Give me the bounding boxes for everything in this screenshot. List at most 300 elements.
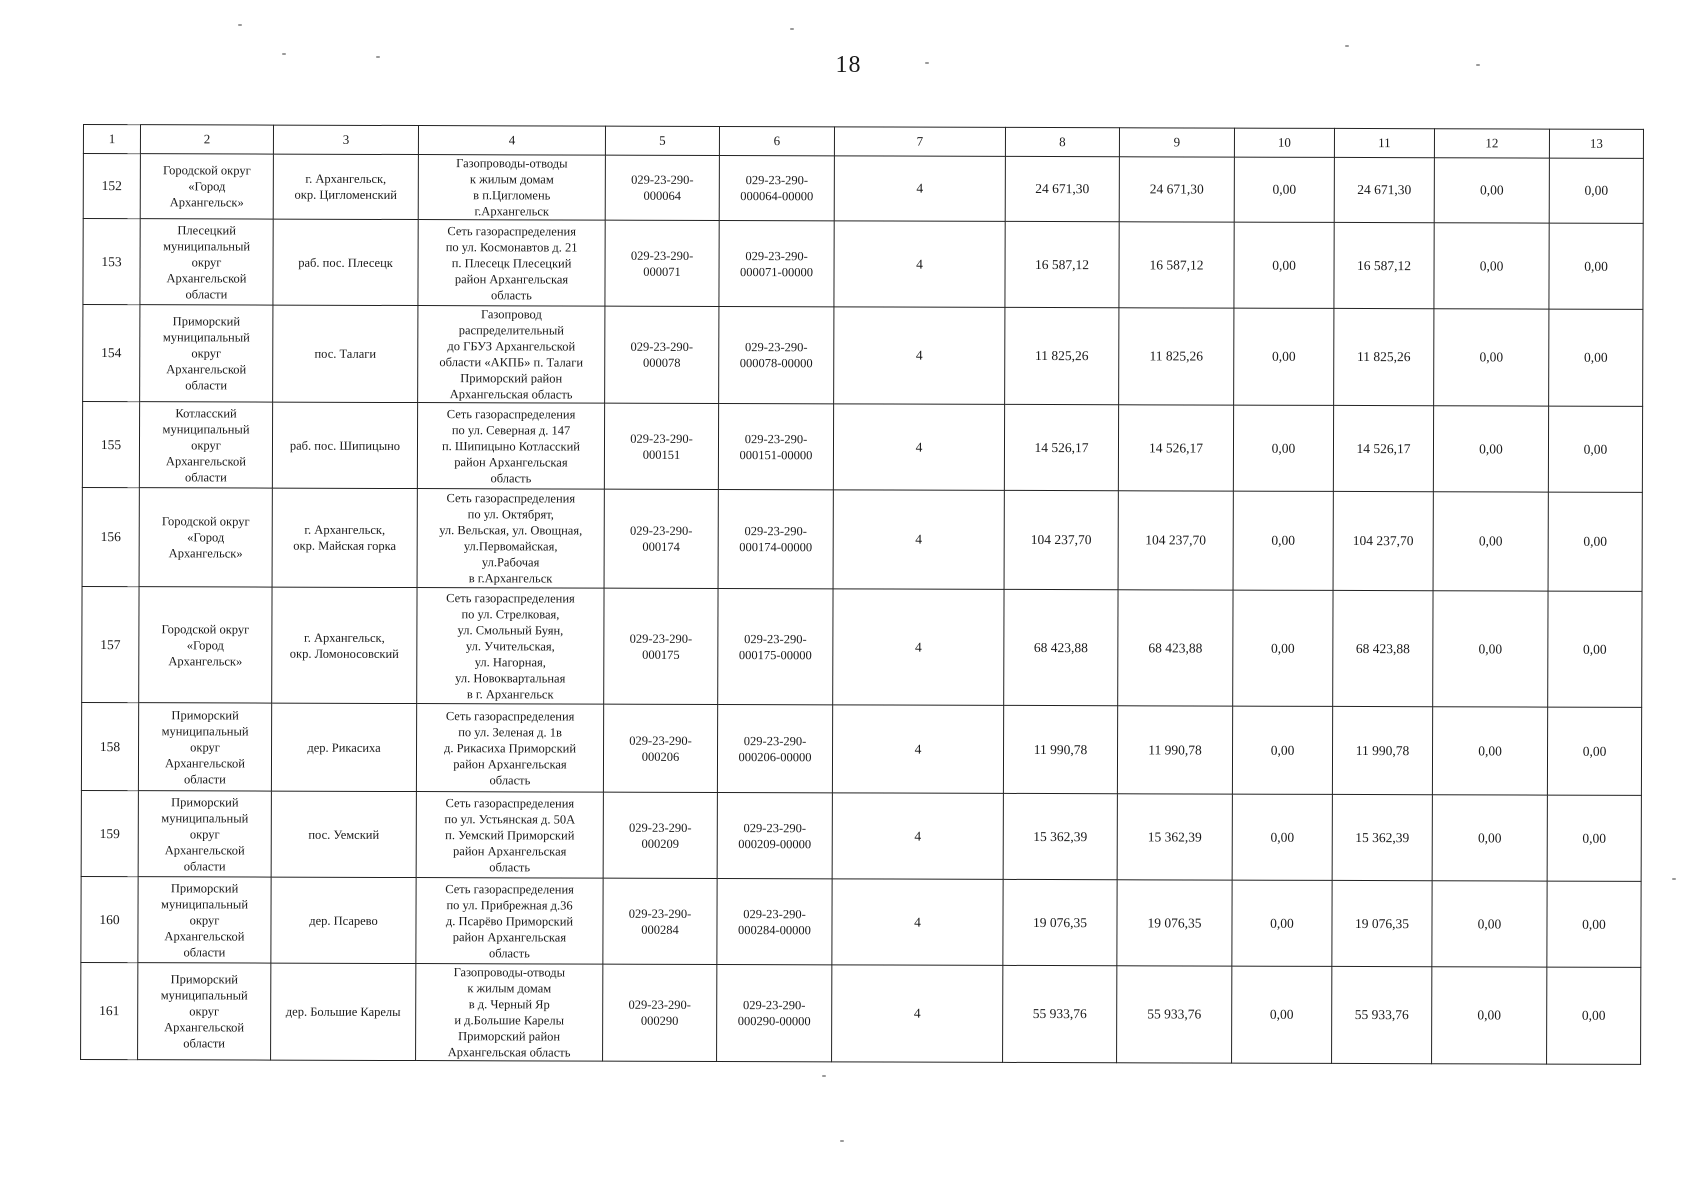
col12-cell: 0,00 xyxy=(1432,707,1547,795)
col8-cell: 14 526,17 xyxy=(1004,404,1118,490)
col12-cell: 0,00 xyxy=(1433,492,1548,591)
district-cell xyxy=(140,154,273,219)
col9-cell: 55 933,76 xyxy=(1117,966,1232,1063)
col9-cell: 104 237,70 xyxy=(1118,491,1233,590)
inventory-code-cell-line: 000209-00000 xyxy=(738,836,812,851)
col-header-12: 12 xyxy=(1434,129,1549,158)
object-cell-line: Газопровод xyxy=(480,307,542,322)
cadastral-code-cell-line: 029-23-290- xyxy=(629,820,692,835)
district-cell-line: области xyxy=(183,858,226,873)
table-row xyxy=(83,305,1643,407)
table-row xyxy=(83,219,1643,310)
scan-speck xyxy=(925,62,929,64)
object-cell-line: г.Архангельск xyxy=(474,204,549,219)
table-row xyxy=(82,402,1642,493)
inventory-code-cell-line: 029-23-290- xyxy=(745,340,808,355)
cadastral-code-cell-line: 029-23-290- xyxy=(629,631,693,646)
col-header-1: 1 xyxy=(83,125,140,154)
row-number-cell: 155 xyxy=(82,402,139,488)
col11-cell: 15 362,39 xyxy=(1332,794,1432,880)
inventory-code-cell-line: 029-23-290- xyxy=(742,998,806,1013)
object-cell-line: распределительный xyxy=(458,323,564,338)
table-row xyxy=(82,487,1642,591)
locality-cell-line: дер. Псарево xyxy=(309,913,378,928)
object-cell-line: по ул. Прибрежная д.36 xyxy=(446,897,573,913)
col10-cell: 0,00 xyxy=(1234,308,1334,405)
cadastral-code-cell-line: 029-23-290- xyxy=(630,339,694,354)
object-cell-line: по ул. Устьянская д. 50А xyxy=(444,811,576,827)
locality-cell-line: пос. Талаги xyxy=(314,346,377,361)
cadastral-code-cell xyxy=(603,878,717,964)
district-cell-line: области xyxy=(183,944,226,959)
object-cell-line: д. Рикасиха Приморский xyxy=(443,740,577,756)
district-cell-line: муниципальный xyxy=(161,723,249,739)
col13-cell: 0,00 xyxy=(1547,967,1641,1064)
scan-speck xyxy=(376,56,380,58)
object-cell-line: п. Уемский Приморский xyxy=(445,827,575,843)
inventory-code-cell-line: 000071-00000 xyxy=(740,264,814,279)
district-cell xyxy=(139,587,272,703)
district-cell-line: Архангельской xyxy=(166,362,247,377)
locality-cell-line: дер. Большие Карелы xyxy=(285,1004,401,1020)
row-number-cell: 161 xyxy=(81,962,138,1059)
object-cell-line: Сеть газораспределения xyxy=(446,590,575,606)
col11-cell: 19 076,35 xyxy=(1332,880,1432,966)
object-cell-line: Сеть газораспределения xyxy=(446,491,576,506)
col8-cell: 11 825,26 xyxy=(1005,307,1119,404)
object-cell-line: Приморский район xyxy=(458,1029,561,1044)
scan-speck xyxy=(1345,45,1349,47)
col11-cell: 55 933,76 xyxy=(1332,966,1432,1063)
object-cell-line: область xyxy=(489,772,531,787)
inventory-code-cell-line: 000175-00000 xyxy=(738,647,812,662)
col9-cell: 19 076,35 xyxy=(1117,880,1232,966)
cadastral-code-cell-line: 000151 xyxy=(642,447,681,462)
col12-cell: 0,00 xyxy=(1433,406,1548,492)
district-cell-line: «Город xyxy=(188,179,226,194)
district-cell-line: Городской округ xyxy=(161,514,250,529)
col13-cell: 0,00 xyxy=(1549,223,1643,309)
col10-cell: 0,00 xyxy=(1234,157,1334,222)
object-cell xyxy=(416,964,603,1062)
inventory-code-cell-line: 029-23-290- xyxy=(745,173,809,188)
object-cell xyxy=(417,489,604,589)
object-cell-line: ул. Вельская, ул. Овощная, xyxy=(439,523,583,538)
inventory-code-cell-line: 029-23-290- xyxy=(744,631,807,646)
inventory-code-cell-line: 000206-00000 xyxy=(738,749,812,764)
cadastral-code-cell-line: 000064 xyxy=(643,188,682,203)
col8-cell: 104 237,70 xyxy=(1004,490,1118,589)
col7-cell: 4 xyxy=(832,705,1003,794)
scan-speck xyxy=(790,28,794,30)
row-number-cell: 156 xyxy=(82,487,139,586)
object-cell-line: и д.Большие Карелы xyxy=(454,1013,565,1028)
district-cell-line: Плесецкий xyxy=(177,222,236,237)
cadastral-code-cell xyxy=(604,489,718,588)
district-cell-line: Приморский xyxy=(171,794,239,809)
col9-cell: 24 671,30 xyxy=(1119,157,1234,222)
cadastral-code-cell xyxy=(603,704,717,792)
locality-cell xyxy=(272,488,417,587)
object-cell-line: Сеть газораспределения xyxy=(445,881,574,897)
district-cell-line: округ xyxy=(191,346,222,361)
object-cell-line: по ул. Зеленая д. 1в xyxy=(458,724,562,740)
locality-cell-line: г. Архангельск, xyxy=(303,630,385,645)
object-cell-line: район Архангельская xyxy=(454,454,568,470)
inventory-code-cell-line: 029-23-290- xyxy=(743,733,807,748)
object-cell-line: область xyxy=(489,859,531,874)
district-cell-line: «Город xyxy=(186,637,224,652)
district-cell-line: области xyxy=(185,378,228,393)
col12-cell: 0,00 xyxy=(1434,309,1549,406)
object-cell-line: ул. Нагорная, xyxy=(474,654,546,669)
col10-cell: 0,00 xyxy=(1233,590,1333,706)
object-cell-line: Сеть газораспределения xyxy=(445,795,575,811)
cadastral-code-cell xyxy=(604,588,718,704)
col10-cell: 0,00 xyxy=(1233,405,1333,491)
col7-cell: 4 xyxy=(833,589,1004,706)
col7-cell: 4 xyxy=(834,307,1005,405)
object-cell xyxy=(417,403,604,490)
district-cell xyxy=(140,305,273,402)
row-number-cell: 152 xyxy=(83,154,140,219)
registry-table xyxy=(80,124,1644,1065)
page-number: 18 xyxy=(835,52,862,78)
object-cell-line: до ГБУЗ Архангельской xyxy=(447,339,576,354)
object-cell-line: Газопроводы-отводы xyxy=(456,156,568,171)
district-cell xyxy=(138,703,271,791)
object-cell xyxy=(418,155,605,221)
inventory-code-cell-line: 000078-00000 xyxy=(739,356,813,371)
cadastral-code-cell-line: 000078 xyxy=(642,355,681,370)
locality-cell xyxy=(271,703,416,791)
locality-cell xyxy=(272,587,417,703)
inventory-code-cell xyxy=(718,489,833,588)
inventory-code-cell-line: 029-23-290- xyxy=(743,906,806,921)
col8-cell: 19 076,35 xyxy=(1003,879,1117,965)
table-row xyxy=(81,876,1641,967)
col-header-5: 5 xyxy=(605,126,719,155)
cadastral-code-cell-line: 000175 xyxy=(642,647,680,662)
inventory-code-cell xyxy=(719,220,834,306)
object-cell-line: в г.Архангельск xyxy=(468,571,553,586)
object-cell-line: Сеть газораспределения xyxy=(445,708,575,724)
cadastral-code-cell xyxy=(605,306,719,403)
col-header-9: 9 xyxy=(1119,128,1234,157)
cadastral-code-cell-line: 029-23-290- xyxy=(629,733,692,748)
row-number-cell: 160 xyxy=(81,876,138,962)
cadastral-code-cell xyxy=(604,403,718,489)
col8-cell: 15 362,39 xyxy=(1003,793,1117,879)
col-header-4: 4 xyxy=(418,126,605,156)
col9-cell: 11 825,26 xyxy=(1119,308,1234,405)
inventory-code-cell-line: 000284-00000 xyxy=(737,922,811,937)
district-cell-line: округ xyxy=(189,1004,220,1019)
col8-cell: 68 423,88 xyxy=(1004,589,1118,705)
col7-cell: 4 xyxy=(832,879,1003,966)
cadastral-code-cell-line: 000209 xyxy=(641,836,680,851)
district-cell-line: Архангельской xyxy=(164,928,245,944)
cadastral-code-cell-line: 029-23-290- xyxy=(631,172,694,187)
locality-cell-line: г. Архангельск, xyxy=(305,171,387,186)
object-cell xyxy=(416,878,603,965)
inventory-code-cell-line: 000290-00000 xyxy=(737,1014,811,1029)
locality-cell-line: дер. Рикасиха xyxy=(307,740,381,755)
district-cell xyxy=(139,402,272,488)
col8-cell: 16 587,12 xyxy=(1005,221,1119,307)
col12-cell: 0,00 xyxy=(1432,881,1547,967)
col10-cell: 0,00 xyxy=(1233,491,1333,590)
table-row xyxy=(81,702,1641,795)
district-cell-line: области xyxy=(184,469,227,484)
inventory-code-cell xyxy=(717,878,832,964)
col13-cell: 0,00 xyxy=(1548,492,1642,591)
object-cell xyxy=(416,704,603,793)
col7-cell: 4 xyxy=(834,221,1005,308)
col10-cell: 0,00 xyxy=(1234,222,1334,308)
row-number-cell: 159 xyxy=(81,790,138,876)
col-header-2: 2 xyxy=(140,125,273,154)
col7-cell: 4 xyxy=(834,156,1005,222)
object-cell-line: область xyxy=(490,470,532,485)
col-header-6: 6 xyxy=(719,126,834,155)
object-cell-line: Приморский район xyxy=(460,371,563,386)
locality-cell xyxy=(273,219,418,305)
object-cell-line: область xyxy=(491,287,532,302)
inventory-code-cell xyxy=(719,306,834,403)
locality-cell-line: окр. Цигломенский xyxy=(294,187,398,202)
col7-cell: 4 xyxy=(833,404,1004,491)
district-cell-line: муниципальный xyxy=(162,330,250,345)
object-cell-line: ул. Смольный Буян, xyxy=(457,622,564,638)
object-cell-line: область xyxy=(488,945,530,960)
inventory-code-cell xyxy=(719,155,834,220)
object-cell-line: Сеть газораспределения xyxy=(447,223,576,239)
col9-cell: 68 423,88 xyxy=(1118,590,1233,706)
object-cell-line: район Архангельская xyxy=(454,271,569,287)
district-cell-line: Архангельской xyxy=(164,842,245,858)
district-cell-line: Котласский xyxy=(175,405,237,420)
district-cell xyxy=(138,877,271,963)
col8-cell: 55 933,76 xyxy=(1003,965,1117,1062)
object-cell-line: в г. Архангельск xyxy=(466,686,554,701)
col11-cell: 11 825,26 xyxy=(1334,308,1434,405)
cadastral-code-cell-line: 000174 xyxy=(642,539,680,554)
district-cell-line: округ xyxy=(191,437,221,452)
table-row xyxy=(82,586,1642,707)
district-cell-line: муниципальный xyxy=(160,988,248,1003)
district-cell-line: Архангельской xyxy=(165,453,246,469)
col7-cell: 4 xyxy=(833,490,1004,590)
object-cell-line: п. Шипицыно Котласский xyxy=(441,438,581,454)
locality-cell-line: раб. пос. Шипицыно xyxy=(289,438,401,453)
inventory-code-cell xyxy=(717,792,832,878)
col13-cell: 0,00 xyxy=(1547,707,1641,795)
object-cell-line: к жилым домам xyxy=(467,981,552,996)
locality-cell-line: окр. Ломоносовский xyxy=(289,646,399,661)
object-cell xyxy=(416,792,603,879)
col12-cell: 0,00 xyxy=(1434,158,1549,223)
district-cell-line: Городской округ xyxy=(162,163,251,178)
cadastral-code-cell xyxy=(605,220,719,306)
district-cell xyxy=(140,219,273,305)
locality-cell xyxy=(273,154,418,219)
district-cell-line: Архангельской xyxy=(164,755,245,771)
district-cell xyxy=(138,791,271,877)
scan-speck xyxy=(282,53,286,55)
district-cell-line: муниципальный xyxy=(161,810,249,826)
object-cell-line: ул.Первомайская, xyxy=(463,539,558,554)
col-header-8: 8 xyxy=(1005,127,1119,156)
object-cell-line: области «АКПБ» п. Талаги xyxy=(439,355,584,370)
col13-cell: 0,00 xyxy=(1547,881,1641,967)
inventory-code-cell-line: 000174-00000 xyxy=(739,540,813,555)
locality-cell xyxy=(273,305,418,402)
district-cell-line: Приморский xyxy=(170,972,239,987)
col7-cell: 4 xyxy=(832,793,1003,880)
inventory-code-cell-line: 029-23-290- xyxy=(743,820,807,835)
col12-cell: 0,00 xyxy=(1432,795,1547,881)
table-body xyxy=(81,154,1644,1065)
object-cell-line: Архангельская область xyxy=(449,387,573,402)
district-cell xyxy=(139,488,272,587)
inventory-code-cell xyxy=(718,588,833,704)
col11-cell: 16 587,12 xyxy=(1334,222,1434,308)
district-cell-line: муниципальный xyxy=(163,238,251,254)
cadastral-code-cell-line: 029-23-290- xyxy=(630,431,693,446)
object-cell xyxy=(418,220,605,307)
row-number-cell: 158 xyxy=(81,702,138,790)
col9-cell: 16 587,12 xyxy=(1119,222,1234,308)
object-cell-line: по ул. Стрелковая, xyxy=(461,606,560,621)
inventory-code-cell-line: 029-23-290- xyxy=(745,248,808,263)
district-cell-line: округ xyxy=(189,826,220,841)
row-number-cell: 157 xyxy=(82,586,139,702)
col9-cell: 14 526,17 xyxy=(1118,405,1233,491)
district-cell-line: Приморский xyxy=(170,880,239,895)
district-cell xyxy=(138,963,271,1060)
inventory-code-cell-line: 029-23-290- xyxy=(744,524,807,539)
col-header-11: 11 xyxy=(1334,128,1434,157)
registry-table-sheet xyxy=(80,124,1643,1065)
col-header-10: 10 xyxy=(1234,128,1334,157)
locality-cell xyxy=(271,877,416,963)
cadastral-code-cell-line: 000206 xyxy=(641,749,680,764)
row-number-cell: 153 xyxy=(83,219,140,305)
district-cell-line: муниципальный xyxy=(161,896,249,912)
district-cell-line: округ xyxy=(189,912,220,927)
inventory-code-cell xyxy=(718,403,833,489)
cadastral-code-cell-line: 029-23-290- xyxy=(630,248,694,263)
object-cell-line: по ул. Октябрят, xyxy=(467,507,554,522)
district-cell-line: области xyxy=(183,1036,226,1051)
object-cell xyxy=(417,588,604,705)
district-cell-line: Архангельск» xyxy=(168,653,243,669)
district-cell-line: Городской округ xyxy=(161,621,250,637)
cadastral-code-cell xyxy=(603,964,717,1061)
col-header-3: 3 xyxy=(273,125,418,154)
col13-cell: 0,00 xyxy=(1548,591,1642,707)
col10-cell: 0,00 xyxy=(1232,794,1332,880)
table-row xyxy=(81,962,1641,1064)
inventory-code-cell-line: 000151-00000 xyxy=(739,447,813,462)
district-cell-line: Архангельск» xyxy=(169,195,244,210)
object-cell-line: Газопроводы-отводы xyxy=(453,965,566,980)
scan-speck xyxy=(822,1075,826,1077)
locality-cell-line: окр. Майская горка xyxy=(293,538,397,553)
scan-speck xyxy=(840,1140,844,1142)
district-cell-line: области xyxy=(184,771,226,786)
object-cell-line: ул. Новоквартальная xyxy=(455,670,566,686)
cadastral-code-cell-line: 029-23-290- xyxy=(628,997,692,1012)
col12-cell: 0,00 xyxy=(1432,967,1547,1064)
locality-cell xyxy=(271,791,416,877)
object-cell-line: ул. Учительская, xyxy=(465,638,555,653)
col13-cell: 0,00 xyxy=(1548,406,1642,492)
col9-cell: 11 990,78 xyxy=(1117,706,1232,794)
object-cell-line: Сеть газораспределения xyxy=(446,406,576,422)
object-cell-line: д. Псарёво Приморский xyxy=(445,913,574,929)
scan-speck xyxy=(238,24,242,26)
col11-cell: 68 423,88 xyxy=(1333,590,1433,706)
inventory-code-cell xyxy=(717,964,832,1061)
col13-cell: 0,00 xyxy=(1549,309,1643,406)
scan-speck xyxy=(1672,878,1676,880)
col10-cell: 0,00 xyxy=(1232,966,1332,1063)
object-cell-line: к жилым домам xyxy=(469,172,554,187)
object-cell-line: Архангельская область xyxy=(447,1045,571,1060)
object-cell-line: ул.Рабочая xyxy=(481,555,540,570)
district-cell-line: округ xyxy=(190,739,220,754)
col11-cell: 14 526,17 xyxy=(1333,405,1433,491)
district-cell-line: Приморский xyxy=(172,314,241,329)
cadastral-code-cell-line: 000290 xyxy=(640,1013,679,1028)
object-cell-line: район Архангельская xyxy=(452,929,567,945)
col-header-13: 13 xyxy=(1549,129,1643,158)
district-cell-line: области xyxy=(185,286,228,301)
table-row xyxy=(81,790,1641,881)
object-cell-line: район Архангельская xyxy=(453,756,567,772)
object-cell-line: п. Плесецк Плесецкий xyxy=(451,255,572,271)
district-cell-line: «Город xyxy=(187,530,225,545)
col8-cell: 11 990,78 xyxy=(1003,705,1117,793)
cadastral-code-cell-line: 000284 xyxy=(641,922,679,937)
locality-cell-line: раб. пос. Плесецк xyxy=(298,255,393,270)
district-cell-line: Архангельской xyxy=(166,270,247,286)
col11-cell: 24 671,30 xyxy=(1334,157,1434,222)
inventory-code-cell-line: 029-23-290- xyxy=(744,431,808,446)
district-cell-line: Приморский xyxy=(171,707,239,722)
scan-speck xyxy=(1476,64,1480,66)
col11-cell: 104 237,70 xyxy=(1333,491,1433,590)
object-cell-line: в п.Цигломень xyxy=(473,188,551,203)
table-row xyxy=(83,154,1643,224)
object-cell xyxy=(418,306,605,404)
col-header-7: 7 xyxy=(834,127,1005,157)
district-cell-line: Архангельской xyxy=(164,1020,245,1035)
inventory-code-cell xyxy=(717,704,832,792)
col13-cell: 0,00 xyxy=(1549,158,1643,223)
col10-cell: 0,00 xyxy=(1232,880,1332,966)
cadastral-code-cell-line: 029-23-290- xyxy=(628,906,692,921)
object-cell-line: по ул. Космонавтов д. 21 xyxy=(445,239,578,255)
cadastral-code-cell xyxy=(605,155,719,220)
col10-cell: 0,00 xyxy=(1232,706,1332,794)
col11-cell: 11 990,78 xyxy=(1332,706,1432,794)
cadastral-code-cell xyxy=(603,792,717,878)
col9-cell: 15 362,39 xyxy=(1117,794,1232,880)
district-cell-line: Архангельск» xyxy=(168,546,243,561)
